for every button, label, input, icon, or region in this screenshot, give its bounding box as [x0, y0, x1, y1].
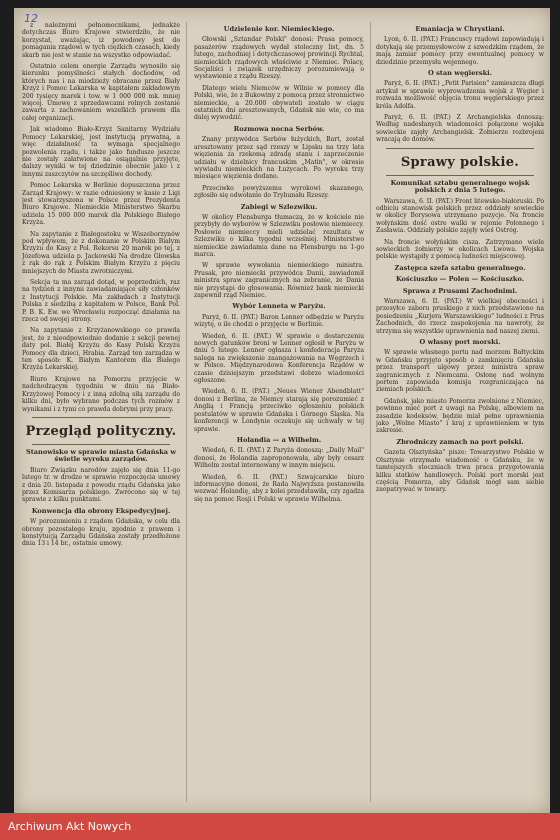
- article-paragraph: Lyon, 6. II. (PAT.) Francuscy rządowi zapowiadają i dotykają się przemysłowców z szwedzkim rządem, że mają zamiar pomocy przy ewentualnej pomocy w dziedzinie przemysłu wojennego.: [376, 36, 544, 66]
- newspaper-page: [14, 8, 550, 813]
- column-middle: [194, 22, 364, 802]
- archive-banner: [0, 813, 560, 840]
- divider: [32, 444, 170, 445]
- article-paragraph: Na froncie wołyńskim cisza. Zatrzymano wiele sowieckich żołnierzy w okolicach Lwowa. Wojska polskie wystąpiły z pomocą ludności miejscowej.: [376, 238, 544, 261]
- section-title-political: Przegląd polityczny.: [25, 423, 177, 439]
- divider: [386, 175, 534, 176]
- article-paragraph: W sprawie własnego portu nad morzem Bałtyckim w Gdańsku przyjęto sposób o zamknięciu Gdańska przez transport ulgowy przez ministra spraw zagranicznych z Niemcami. Osłonę nad wolnym portem zapowiada komisja rozgraniczająca na ziemiach polskich.: [376, 349, 544, 394]
- article-paragraph: z należnymi pełnomocnikami, jednakże dotychczas Biuro Krajowe stwierdziło, że nie korzystał, uważając, iż powodowy jest do pomagania rządowi w tych ciężkich czasach, kiedy skarb nie jest w stanie na wszystko odpowiadać.: [22, 22, 180, 59]
- article-paragraph: Wiedeń, 6. II. (PAT.) Szwajcarskie biuro informacyjne donosi, że Rada Najwyższa postanowiła wezwać Holandię, aby z kolei przedstawiła, czy zgadza się na pomoc Rosji i Polski w sprawie Wilhelma.: [194, 473, 364, 503]
- article-paragraph: W okolicy Flensburga tłumaczą, że w kościele nie przybyły do wyborów w Szlezwiku posłowie niemieccy. Posłowie niemieccy mieli udzielać rezultatu w Szlezwiku o kilka tygodni wcześniej. Ministerstwo niemieckie zawiadamia dane na Flensburgu na 1-go marca.: [194, 213, 364, 258]
- article-paragraph: Gazeta Olsztyńska" pisze: Towarzystwo Polskie w Olsztynie otrzymało wiadomość o Gdańsku, że w tamtejszych stoczniach trwa praca przygotowania kilku statków handlowych. Polski port morski jest częścią Pomorza, aby Gdańsk mógł sam siebie zaopatrywać w towary.: [376, 449, 544, 494]
- section-title-polish-affairs: Sprawy polskie.: [400, 154, 520, 170]
- article-paragraph: Jak wiadomo Biało-Krzyż Sanitarny Wydziału Pomocy Lekarskiej, jest instytucją prywatną, a więc działalność ta wymaga specjalnego pozwolenia rządu, i także jako fundusze jeszcze nie zostały załatwione na osiągalnie przyjęte, dalszy wyniki w tej dziedzinie obecnie jako i z innymi zaszczytów na szczęśliwe dochody.: [22, 126, 180, 178]
- article-heading: Holandia — a Wilhelm.: [236, 435, 322, 444]
- article-paragraph: Warszawa, 6. II. (PAT.) Front litewsko-białoruski. Po odbiciu stanowisk polskich przez oddziały sowieckie w okolicy Borysowa utrzymano pozycje. Na froncie wołyńskim dość ostre walki w rejonie Połonnego i Zasławia. Oddziały polskie zajęły wieś Ostróg.: [376, 197, 544, 235]
- article-signature: Zastępca szefa sztabu generalnego.: [394, 263, 526, 272]
- article-paragraph: Dlatego wielu Niemców w Wilnie w pomocy dla Polski, wie, że z Bukowiny z pomocą przez stronnictwo niemieckie, a 20.000 obywateli zostało w ciągu ostatnich dni aresztowanych, Gdańsk nie wie, co ma dalej wywodzić.: [194, 84, 364, 122]
- article-heading: Udzielenie kor. Niemieckiego.: [223, 25, 335, 33]
- article-paragraph: Wiedeń, 6. II. (PAT.) „Neues Wiener Abendblatt" donosi z Berlina, że Niemcy starają się porozumieć z Anglią i Francją przeciwko ogłoszeniu polskich postulatów w sprawie Gdańska i Górnego Śląska. Na konferencji w Londynie oczekuje się uchwały w tej sprawie.: [194, 388, 364, 433]
- article-heading: Konwencja dla obrony Ekspedycyjnej.: [31, 506, 171, 515]
- article-paragraph: Wiedeń, 6. II. (PAT.) W sprawie o dostarczeniu nowych gatunków broni w Lenner ogłosił w Paryżu w dniu 5 lutego. Lenner ogłasza i konfederacja Paryża nalega na zwiększenie zaangażowania na Węgrzech i w Polsce. Międzynarodowa Konferencja Rządów w czasie dzisiejszym przedstawi dobrze wiadomości ogłoszone.: [194, 332, 364, 385]
- column-rule: [370, 22, 371, 802]
- article-paragraph: Ostatnio celem energie Zarządu wynosiło się kierunku pomyślności stałych dochodów, od których nas i na miodzieży obracane przez Biały Krzyż i Pomoc Lekarska w kapitałem zakładowym 200 tysięcy marek i tow. w 1 000 000 mk. mniej więcej. Umowę z sprzedawcami rolnych zostanie zawarta z zachowaniem wszelkich prawem dla całej organizacji.: [22, 63, 180, 122]
- article-subheading: Komunikat sztabu generalnego wojsk polskich z dnia 5 lutego.: [390, 178, 530, 195]
- page-number: 12: [24, 12, 38, 25]
- article-heading: Zabiegi w Szlezwiku.: [240, 202, 318, 211]
- article-paragraph: Warszawa, 6. II. (PAT.) W wielkiej obecności i przesyłce zaboru pruskiego z nich przedstawiono na posiedzeniu „Kurjera Warszawskiego" ludności z Prus Zachodnich, do rzecz zaspokojenia na nawroty, że utrzyma się wszystkie uprawnienia nad naszej ziemi.: [376, 297, 544, 335]
- article-paragraph: Pomoc Lekarska w Berlinie dopuszczona przez Zarząd Krajowy: w razie odniesiony w kasie z Ligi jest stowarzyszona w Polsce przez Prezydenta Biuro Krajowe. Niemieckie Ministerstwo Skarbu udziela 15 000 000 marek dla Polskiego Białego Krzyża.: [22, 182, 180, 227]
- article-paragraph: W porozumieniu z rządem Gdańska, w celu dla obrony pozostałego kraju, zgodnie z prawem i konstytucją Zarządu Gdańska zostały przedłożone dnia 13 i 14 br., ostatnie umowy.: [22, 518, 180, 548]
- article-paragraph: Przeciwko powyższemu wyrokowi skazanego, zgłosiło się odwołanie do Trybunału Rzeszy.: [194, 184, 364, 200]
- divider: [386, 148, 534, 149]
- article-paragraph: Paryż, 6. II. (PAT.) Z Archangielska donoszą: Według nadesłanych wiadomości połączone wojska sowieckie zajęły Archangielsk. Żołnierze rozbrojeni wracają do domów.: [376, 114, 544, 144]
- article-paragraph: Biuro Krajowe na Pomorzu przyjęcie w nadchodzącym tygodniu w dniu na Biało-Krzyżowej Pomocy i z inną zdolną siłą zarządu do kilku dni, było wybrane podczas tych rozmów z wynikami i z tymi co prawda dobrymi przy pracy.: [22, 375, 180, 413]
- article-heading: Zbrodniczy zamach na port polski.: [396, 437, 524, 446]
- article-heading: Emaniacja w Chrystiani.: [415, 25, 505, 33]
- archive-name: Archiwum Akt Nowych: [8, 820, 132, 833]
- article-heading: Sprawa z Prusami Zachodnimi.: [402, 286, 518, 295]
- divider: [32, 417, 170, 418]
- article-heading: O stan węgierski.: [428, 69, 492, 78]
- article-heading: Stanowisko w sprawie miasta Gdańska w świetle wyroku zarządów.: [25, 447, 177, 464]
- article-paragraph: W sprawie wywołania niemieckiego ministra. Prusak, pro niemiecki przywódca Danii, zawiadomił ministra spraw zagranicznych na zebranie, że Dania nie przystąpi do głosowania. Również bank niemiecki zapewnił rząd Niemiec.: [194, 262, 364, 299]
- article-paragraph: Gdańsk, jako miasto Pomorza zwolnione z Niemiec, powinno mieć port z uwagi na Polskę, albowiem na zasadzie kodeksów, będzie miał pełne uprawnienia jako „Wolne Miasto" i kraj z uprawnieniem w tym zakresie.: [376, 397, 544, 435]
- article-signature: Kościuszko — Polen — Kościuszko.: [395, 275, 525, 284]
- column-rule: [186, 22, 187, 802]
- article-paragraph: Sekcja ta ma zarząd dotąd, w poprzednich, raz na tydzień z innymi zawiadamiające siły członków z Instytucji Polskie. Ma zakładach z Instytucji Polska z siedzibą z kapitałem w Polsce, Bank Pol. P. B. K. Ew. we Wrocławiu rozpocząć działania na rzecz od swojej strony.: [22, 279, 180, 324]
- article-paragraph: Biuro Związku narodów zajęło się dnia 11-go lutego tr. w drodze w sprawie rozpoczęcia umowy z dnia 20. listopada z powodu rządu Gdańska jako przez Komisarza polskiego. Zwrócono się w tej sprawie z kilku punktami.: [22, 466, 180, 504]
- article-paragraph: Głowski „Sztandar Polski" donosi: Prasa pomocy, pasażerów rządowych wydał stoleczny list, dn. 5 lutego, zachodniej i dotychczasowej prowincji Rychtal, niemieckich rządowych właściwie z Niemiec. Polacy, Socjaliści i związek urzędniczy porozumiewają o wystawienie z rządu Rzeszy.: [194, 36, 364, 81]
- article-heading: Wybór Lenneta w Paryżu.: [232, 302, 326, 311]
- column-left: [22, 22, 180, 802]
- article-paragraph: Na zapytanie z Białegostoku w Wiszeborzynów pod wpływem, że z dokonanie w Polskim Białym Krzyżu do Kasy z Pol. Rekorsu 20 marek po tej, z Józefowa udziela p. Jackowski Na drodze Głowska z rąk do rąk z Polskim Białym Krzyżu z pięciu mniejszych do Miasta zwrotniczymi.: [22, 230, 180, 275]
- article-heading: O własny port morski.: [419, 338, 501, 346]
- article-paragraph: Znany przywódca Serbów łużyckich, Bart, został aresztowany przez sąd rzeszy w Lipsku na trzy lata więzienia za rzekomą zdradę stanu i zaprzeczenie udziału w dzielnicy francuskim „Matin", w okresie wywiadu niemieckich na Łużycach. Po wyroku trzy miesiące więzienia dodano.: [194, 136, 364, 181]
- article-paragraph: Wiedeń, 6. II. (PAT.) Z Paryża donoszą: „Daily Mail" donosi, że Holandia zaproponowała, aby były cesarz Wilhelm został internowany w innym miejscu.: [194, 447, 364, 470]
- article-paragraph: Na zapytanie z Krzyżanowskiego co prawda jest, że z nieodpowiednio dodanie z sekcji pewnej daty pol. Białej Krzyżu do Kasy Polski Krzyżu Pomocy dla dzieci, Hrabia. Zarząd ten zarządza w ten sposób: K. Białym Kantorem dla Białego Krzyża Lekarskiej.: [22, 327, 180, 372]
- column-right: [376, 22, 544, 802]
- article-heading: Rozmowa nocna Serbów.: [233, 124, 325, 133]
- article-paragraph: Paryż, 6. II. (PAT.) „Petit Parisien" zamieszcza długi artykuł w sprawie wyprowadzenia wojsk z Węgier i rozważa możliwość objęcia tronu węgierskiego przez króla Adolfa.: [376, 80, 544, 110]
- article-paragraph: Paryż, 6. II. (PAT.) Baron Lenner odbędzie w Paryżu wizytę, o ile chodzi o przyjęcie w Berlinie.: [194, 313, 364, 329]
